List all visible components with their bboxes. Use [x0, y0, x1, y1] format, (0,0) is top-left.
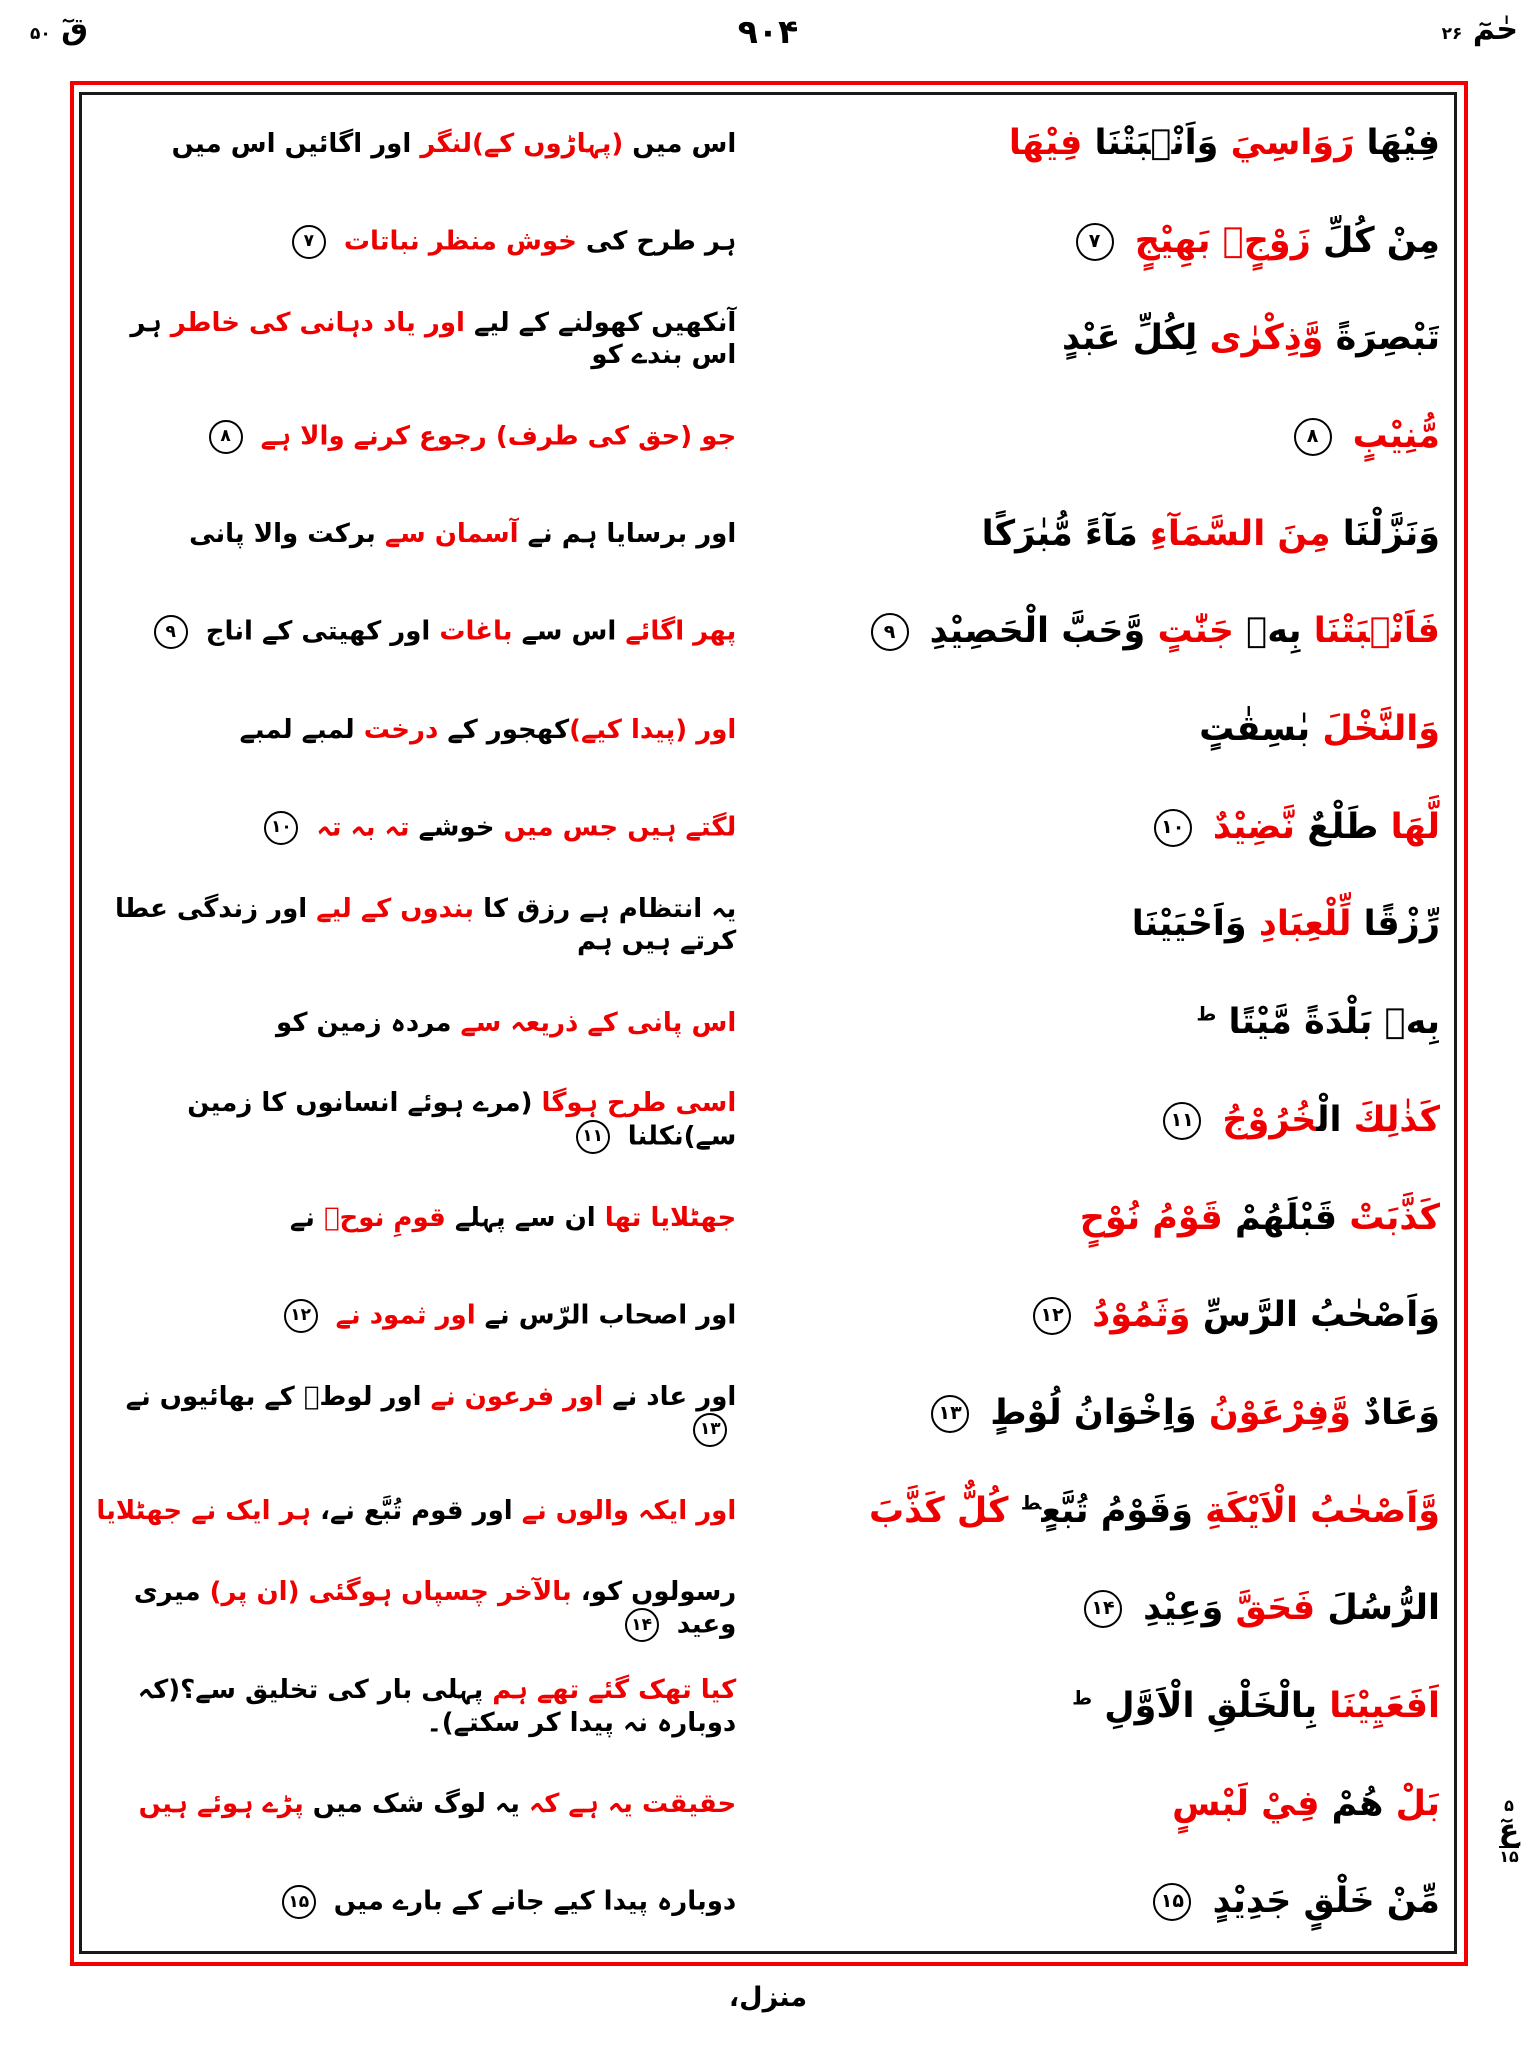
ayah-row — [82, 1267, 1454, 1365]
text-segment: اَفَعَيِيْنَا — [1317, 1685, 1440, 1726]
ayah-row — [82, 1756, 1454, 1854]
ayah-row — [82, 290, 1454, 388]
ayah-row — [82, 1170, 1454, 1268]
content-rows — [82, 95, 1454, 1951]
urdu-translation-line — [82, 811, 754, 845]
text-segment: پہلی بار کی تخلیق سے؟(کہ دوبارہ نہ پیدا کر سکتے)۔ — [137, 1675, 737, 1738]
arabic-verse-line — [754, 1392, 1454, 1436]
text-segment: ط — [1020, 1490, 1042, 1514]
ain-ruku-icon: عٓ — [1498, 1812, 1520, 1848]
verse-number-badge: ۱۳ — [931, 1395, 969, 1433]
text-segment: قومِ نوحؑ — [314, 1203, 446, 1234]
text-segment: اور فرعون نے — [421, 1381, 604, 1412]
text-segment: كَذٰلِكَ — [1341, 1099, 1440, 1140]
verse-number-badge: ۸ — [1294, 418, 1332, 456]
text-segment: وَّذِكْرٰى — [1197, 318, 1324, 359]
text-segment: لمبے لمبے — [239, 714, 355, 745]
ayah-row — [82, 1463, 1454, 1561]
text-segment: وَعِيْدِ — [1130, 1588, 1224, 1629]
ayah-row — [82, 974, 1454, 1072]
text-segment: ان سے پہلے — [445, 1203, 596, 1234]
text-segment: الرُّسُلَ — [1315, 1588, 1440, 1629]
text-segment: اور کھیتی کے اناج — [196, 616, 431, 647]
text-segment: قَوْمُ نُوْحٍ — [1079, 1197, 1223, 1238]
text-segment: وَّاَصْحٰبُ الْاَيْكَةِ — [1192, 1490, 1440, 1531]
text-segment: تَبْصِرَةً — [1323, 318, 1440, 359]
ayah-row — [82, 193, 1454, 291]
text-segment: مِنْ كُلِّ — [1310, 220, 1440, 261]
text-segment: (پہاڑوں کے)لنگر — [411, 128, 624, 159]
juz-title-marker — [1442, 12, 1518, 47]
verse-number-badge: ۷ — [1076, 223, 1114, 261]
arabic-verse-line — [754, 708, 1454, 752]
juz-number: ۲۶ — [1441, 24, 1463, 44]
urdu-translation-line — [82, 128, 754, 161]
urdu-translation-line — [82, 1788, 754, 1821]
text-segment: وَالنَّخْلَ — [1310, 709, 1440, 750]
ayah-row — [82, 388, 1454, 486]
arabic-verse-line — [754, 122, 1454, 166]
text-segment: فِيْ لَبْسٍ — [1172, 1783, 1320, 1824]
text-segment: رسولوں کو، — [571, 1576, 737, 1607]
text-segment: وَّحَبَّ الْحَصِيْدِ — [917, 611, 1146, 652]
urdu-translation-line — [82, 1674, 754, 1739]
manzil-footer-label: منزل، — [728, 1982, 808, 2013]
text-segment: رِّزْقًا — [1351, 904, 1440, 945]
text-segment: اور ایکہ والوں نے — [512, 1496, 737, 1527]
verse-number-badge: ۷ — [292, 225, 326, 259]
text-segment: وَاَصْحٰبُ الرَّسِّ — [1190, 1295, 1440, 1336]
urdu-translation-line — [82, 518, 754, 551]
urdu-translation-line — [82, 307, 754, 372]
ayah-row — [82, 1658, 1454, 1756]
verse-number-badge: ۱۱ — [576, 1120, 610, 1154]
text-segment: وَعَادٌ — [1351, 1392, 1440, 1433]
surah-name: قٓ — [61, 12, 89, 47]
text-segment: حقیقت یہ ہے کہ — [519, 1789, 737, 1820]
text-segment: جو (حق کی طرف) رجوع کرنے والا ہے — [251, 421, 737, 452]
text-segment: یہ لوگ شک میں — [303, 1789, 520, 1820]
ayah-row — [82, 1072, 1454, 1170]
text-segment: فِيْهَا — [1354, 122, 1440, 163]
surah-number: ۵۰ — [30, 24, 51, 44]
juz-name: حٰمٓ — [1472, 12, 1518, 47]
urdu-translation-line — [82, 714, 754, 747]
text-segment: پھر اگائے — [616, 616, 737, 647]
text-segment: بِهٖ — [1234, 611, 1302, 652]
ayah-row — [82, 95, 1454, 193]
text-segment: فَحَقَّ — [1223, 1588, 1316, 1629]
text-segment: ط — [1072, 1686, 1093, 1710]
text-segment: طَلْعٌ — [1295, 806, 1379, 847]
ruku-count: ۵ — [1504, 1796, 1514, 1815]
text-segment: اس پانی کے ذریعہ سے — [451, 1007, 737, 1038]
urdu-translation-line — [82, 1299, 754, 1333]
text-segment: برکت والا پانی — [189, 519, 376, 550]
urdu-translation-line — [82, 420, 754, 454]
verse-number-badge: ۱۱ — [1163, 1102, 1201, 1140]
ayah-row — [82, 1853, 1454, 1951]
text-segment: زَوْجٍۭ بَهِيْجٍ — [1122, 220, 1311, 261]
text-segment: بِالْخَلْقِ الْاَوَّلِ — [1092, 1685, 1318, 1726]
text-segment: مَآءً مُّبٰرَكًا — [981, 513, 1138, 554]
text-segment: اسی طرح ہوگا — [532, 1088, 737, 1119]
text-segment: ہر طرح کی — [576, 226, 737, 257]
arabic-verse-line — [754, 1099, 1454, 1143]
verse-number-badge: ۹ — [154, 615, 188, 649]
text-segment: وَاَنْۢبَتْنَا — [1082, 122, 1219, 163]
arabic-verse-line — [754, 513, 1454, 557]
text-segment: ہر اس بندے کو — [130, 307, 737, 371]
urdu-translation-line — [82, 1885, 754, 1919]
text-segment: وَاِخْوَانُ لُوْطٍ — [978, 1392, 1197, 1433]
verse-number-badge: ۱۳ — [693, 1413, 727, 1447]
text-segment: اور عاد نے — [603, 1381, 737, 1412]
text-segment: کیا تھک گئے تھے ہم — [483, 1675, 737, 1706]
urdu-translation-line — [82, 225, 754, 259]
ayah-row — [82, 1560, 1454, 1658]
ruku-marker — [1486, 1798, 1532, 1866]
text-segment: جَنّٰتٍ — [1145, 611, 1235, 652]
text-segment: هُمْ — [1319, 1783, 1384, 1824]
verse-number-badge: ۱۰ — [264, 811, 298, 845]
text-segment: اور قوم تُبَّع نے، — [311, 1496, 513, 1527]
ayah-row — [82, 877, 1454, 975]
text-segment: لگتے ہیں جس میں — [494, 812, 737, 843]
text-segment: مِّنْ خَلْقٍ جَدِيْدٍ — [1200, 1881, 1440, 1922]
text-segment: لِّلْعِبَادِ — [1246, 904, 1352, 945]
text-segment: اور ثمود نے — [326, 1300, 476, 1331]
text-segment: قَبْلَهُمْ — [1222, 1197, 1338, 1238]
text-segment: اور لوطؑ کے بھائیوں نے — [125, 1381, 422, 1412]
ayah-row — [82, 486, 1454, 584]
text-segment: الْ — [1316, 1099, 1342, 1140]
ayah-row — [82, 583, 1454, 681]
urdu-translation-line — [82, 1576, 754, 1643]
arabic-verse-line — [754, 903, 1454, 947]
urdu-translation-line — [82, 615, 754, 649]
text-segment: ط — [1196, 1002, 1217, 1026]
text-segment: نَّضِيْدٌ — [1200, 806, 1296, 847]
verse-number-badge: ۹ — [871, 613, 909, 651]
text-segment: وَقَوْمُ تُبَّعٍ — [1041, 1490, 1193, 1531]
arabic-verse-line — [754, 415, 1454, 459]
text-segment: وَاَحْيَيْنَا — [1131, 904, 1247, 945]
text-segment: مردہ زمین کو — [276, 1007, 452, 1038]
verse-number-badge: ۱۵ — [282, 1885, 316, 1919]
arabic-verse-line — [754, 1587, 1454, 1631]
arabic-verse-line — [754, 1490, 1454, 1534]
verse-number-badge: ۱۴ — [625, 1608, 659, 1642]
arabic-verse-line — [754, 1880, 1454, 1924]
text-segment: فَاَنْۢبَتْنَا — [1301, 611, 1440, 652]
text-segment: كَذَّبَتْ — [1337, 1197, 1440, 1238]
text-segment: دوبارہ پیدا کیے جانے کے بارے میں — [324, 1886, 737, 1917]
arabic-verse-line — [754, 1001, 1454, 1045]
verse-number-badge: ۱۲ — [1033, 1297, 1071, 1335]
verse-number-badge: ۸ — [209, 420, 243, 454]
urdu-translation-line — [82, 1202, 754, 1235]
text-segment: خوش منظر نباتات — [334, 226, 577, 257]
text-segment: اور اگائیں اس میں — [171, 128, 412, 159]
ayah-row — [82, 779, 1454, 877]
text-segment: مُّنِيْبٍ — [1340, 416, 1440, 457]
text-segment: مِنَ السَّمَآءِ — [1137, 513, 1331, 554]
arabic-verse-line — [754, 1783, 1454, 1827]
urdu-translation-line — [82, 1381, 754, 1448]
text-segment: اور (پیدا کیے) — [569, 714, 737, 745]
text-segment: درخت — [354, 714, 439, 745]
text-segment: نے — [289, 1203, 315, 1234]
page-number: ۹۰۴ — [737, 12, 799, 51]
arabic-verse-line — [754, 317, 1454, 361]
text-segment: اس میں — [623, 128, 737, 159]
urdu-translation-line — [82, 1087, 754, 1154]
verse-number-badge: ۱۵ — [1153, 1883, 1191, 1921]
text-segment: آسمان سے — [375, 519, 519, 550]
verse-number-badge: ۱۰ — [1154, 809, 1192, 847]
ruku-verse-count: ۱۵ — [1499, 1847, 1519, 1867]
text-segment: جھٹلایا تھا — [595, 1203, 737, 1234]
text-segment: خُرُوْجُ — [1210, 1099, 1317, 1140]
text-segment: بندوں کے لیے — [307, 893, 475, 924]
text-segment: بٰسِقٰتٍ — [1199, 709, 1311, 750]
verse-number-badge: ۱۲ — [284, 1299, 318, 1333]
text-segment: یہ انتظام ہے رزق کا — [474, 893, 737, 924]
text-segment: ہر ایک نے جھٹلایا — [96, 1496, 312, 1527]
arabic-verse-line — [754, 1294, 1454, 1338]
text-segment: بالآخر چسپاں ہوگئی (ان پر) — [200, 1576, 572, 1607]
text-segment: (مرے ہوئے انسانوں کا زمین سے)نکلنا — [187, 1088, 737, 1152]
text-segment: اور زندگی عطا کرتے ہیں ہم — [114, 893, 737, 957]
arabic-verse-line — [754, 1197, 1454, 1241]
text-segment: فِيْهَا — [1008, 122, 1083, 163]
text-segment: میری وعید — [133, 1576, 737, 1640]
arabic-verse-line — [754, 806, 1454, 850]
text-segment: وَنَزَّلْنَا — [1330, 513, 1440, 554]
verse-number-badge: ۱۴ — [1084, 1590, 1122, 1628]
urdu-translation-line — [82, 1007, 754, 1040]
text-segment: لِكُلِّ عَبْدٍ — [1061, 318, 1198, 359]
text-segment: رَوَاسِيَ — [1218, 122, 1355, 163]
text-segment: اس سے — [512, 616, 617, 647]
text-segment: خوشے — [409, 812, 495, 843]
text-segment: اور یاد دہانی کی خاطر — [161, 307, 465, 338]
text-segment: وَثَمُوْدُ — [1080, 1295, 1191, 1336]
text-segment: بَلْ — [1383, 1783, 1440, 1824]
text-segment: اور اصحاب الرّس نے — [475, 1300, 737, 1331]
text-segment: لَّهَا — [1378, 806, 1440, 847]
text-segment: پڑے ہوئے ہیں — [138, 1789, 304, 1820]
ayah-row — [82, 1365, 1454, 1463]
text-segment: کھجور کے — [438, 714, 570, 745]
text-segment: كُلٌّ كَذَّبَ — [869, 1490, 1021, 1531]
text-segment: وَّفِرْعَوْنُ — [1196, 1392, 1352, 1433]
arabic-verse-line — [754, 610, 1454, 654]
ayah-row — [82, 681, 1454, 779]
text-segment: اور برسایا ہم نے — [518, 519, 737, 550]
text-segment: باغات — [430, 616, 513, 647]
text-segment: آنکھیں کھولنے کے لیے — [464, 307, 737, 338]
arabic-verse-line — [754, 1685, 1454, 1729]
text-segment: بِهٖ بَلْدَةً مَّيْتًا — [1216, 1002, 1440, 1043]
surah-title-marker — [30, 12, 88, 47]
urdu-translation-line — [82, 1495, 754, 1528]
arabic-verse-line — [754, 220, 1454, 264]
urdu-translation-line — [82, 893, 754, 958]
text-segment: تہ بہ تہ — [307, 812, 410, 843]
